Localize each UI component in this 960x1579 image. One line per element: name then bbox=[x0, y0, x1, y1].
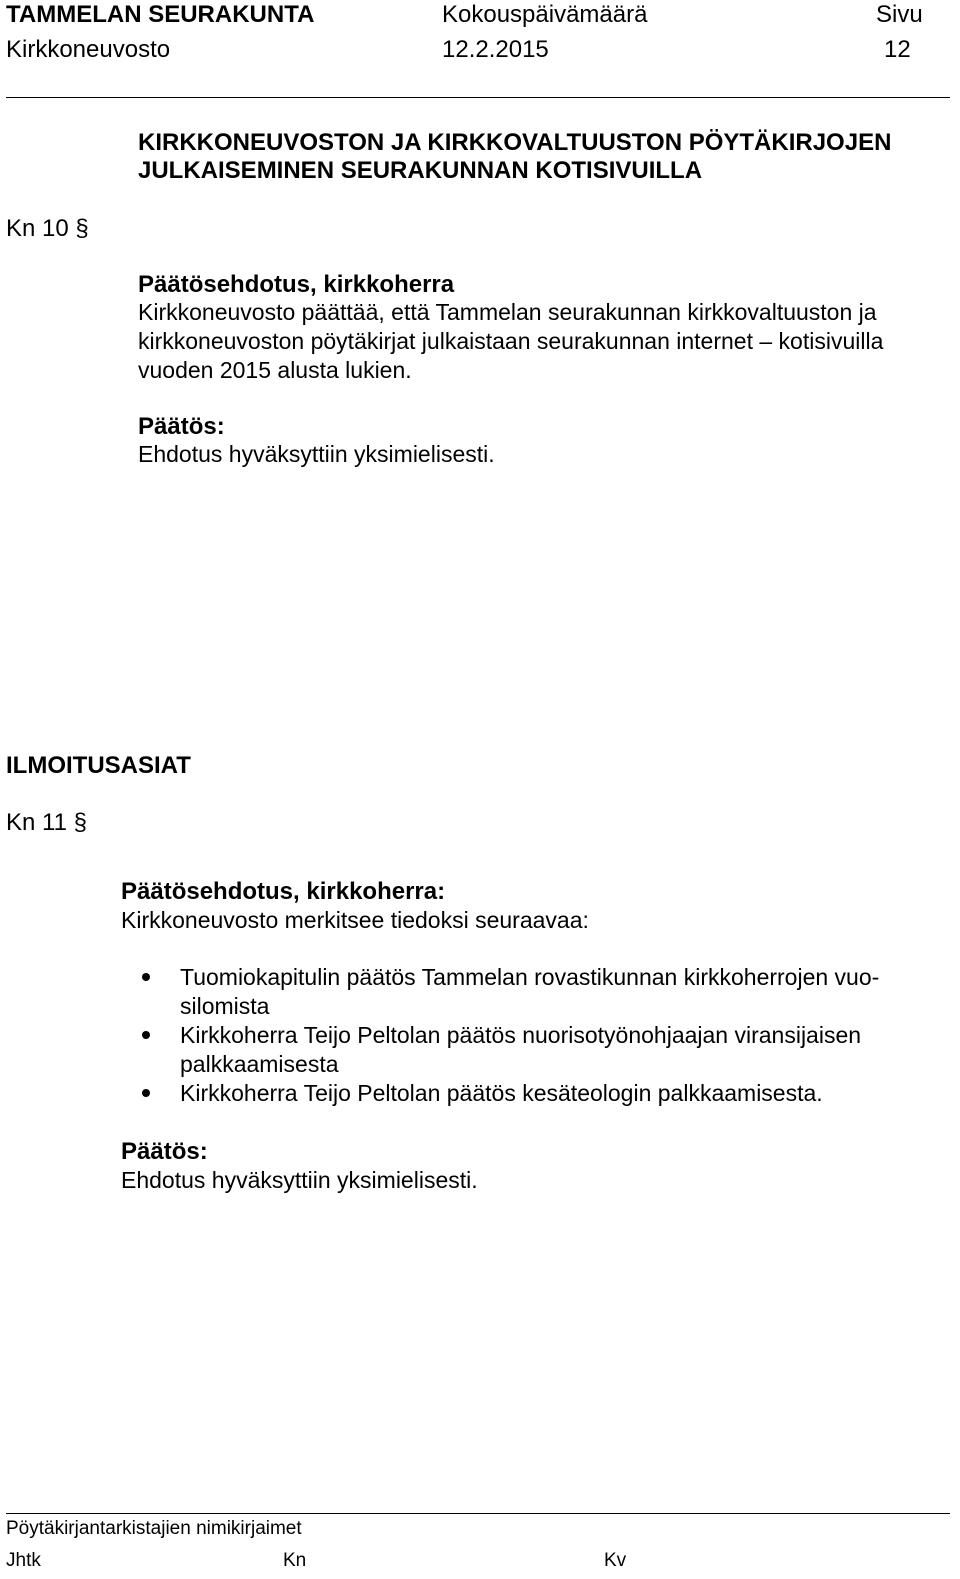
signature-col-kv: Kv bbox=[604, 1550, 627, 1571]
section1-title-line1: KIRKKONEUVOSTON JA KIRKKOVALTUUSTON PÖYTÄKIRJOJEN bbox=[138, 129, 892, 156]
section1-proposal-line3: vuoden 2015 alusta lukien. bbox=[138, 357, 412, 383]
bullet-icon bbox=[142, 973, 150, 981]
list-item-line1: Tuomiokapitulin päätös Tammelan rovastikunnan kirkkoherrojen vuo- bbox=[180, 964, 880, 990]
date-label: Kokouspäivämäärä bbox=[442, 1, 648, 28]
section2-proposal-heading: Päätösehdotus, kirkkoherra: bbox=[121, 878, 446, 905]
org-name: TAMMELAN SEURAKUNTA bbox=[6, 1, 315, 28]
announcement-list bbox=[138, 963, 938, 1108]
list-item-line1: Kirkkoherra Teijo Peltolan päätös nuorisotyönohjaajan viransijaisen bbox=[180, 1022, 862, 1048]
list-item bbox=[138, 1021, 938, 1079]
list-item-line2: palkkaamisesta bbox=[180, 1051, 339, 1077]
section1-decision-text: Ehdotus hyväksyttiin yksimielisesti. bbox=[138, 441, 495, 467]
signature-col-kn: Kn bbox=[283, 1550, 307, 1571]
section1-proposal-line1: Kirkkoneuvosto päättää, että Tammelan seurakunnan kirkkovaltuuston ja bbox=[138, 299, 877, 325]
section2-decision-heading: Päätös: bbox=[121, 1138, 208, 1165]
section1-proposal-heading: Päätösehdotus, kirkkoherra bbox=[138, 271, 455, 298]
bullet-icon bbox=[142, 1031, 150, 1039]
signature-col-jhtk: Jhtk bbox=[6, 1550, 41, 1571]
page-number: 12 bbox=[884, 36, 911, 63]
section1-number: Kn 10 § bbox=[6, 215, 89, 242]
section2-proposal-text: Kirkkoneuvosto merkitsee tiedoksi seuraavaa: bbox=[121, 907, 589, 933]
section1-title-line2: JULKAISEMINEN SEURAKUNNAN KOTISIVUILLA bbox=[138, 157, 703, 184]
footer-divider bbox=[6, 1513, 950, 1514]
section2-number: Kn 11 § bbox=[6, 809, 87, 836]
meeting-date: 12.2.2015 bbox=[442, 36, 549, 63]
header-divider bbox=[6, 97, 950, 98]
list-item-line2: silomista bbox=[180, 993, 270, 1019]
list-item bbox=[138, 963, 938, 1021]
page-label: Sivu bbox=[876, 1, 923, 28]
bullet-icon bbox=[142, 1089, 150, 1097]
section1-proposal-line2: kirkkoneuvoston pöytäkirjat julkaistaan seurakunnan internet – kotisivuilla bbox=[138, 328, 884, 354]
list-item bbox=[138, 1079, 938, 1108]
section2-decision-text: Ehdotus hyväksyttiin yksimielisesti. bbox=[121, 1167, 478, 1193]
signatures-label: Pöytäkirjantarkistajien nimikirjaimet bbox=[6, 1518, 302, 1539]
body-name: Kirkkoneuvosto bbox=[6, 36, 171, 63]
section1-decision-heading: Päätös: bbox=[138, 413, 225, 440]
list-item-line1: Kirkkoherra Teijo Peltolan päätös kesäteologin palkkaamisesta. bbox=[180, 1080, 823, 1106]
section2-title: ILMOITUSASIAT bbox=[6, 752, 191, 779]
